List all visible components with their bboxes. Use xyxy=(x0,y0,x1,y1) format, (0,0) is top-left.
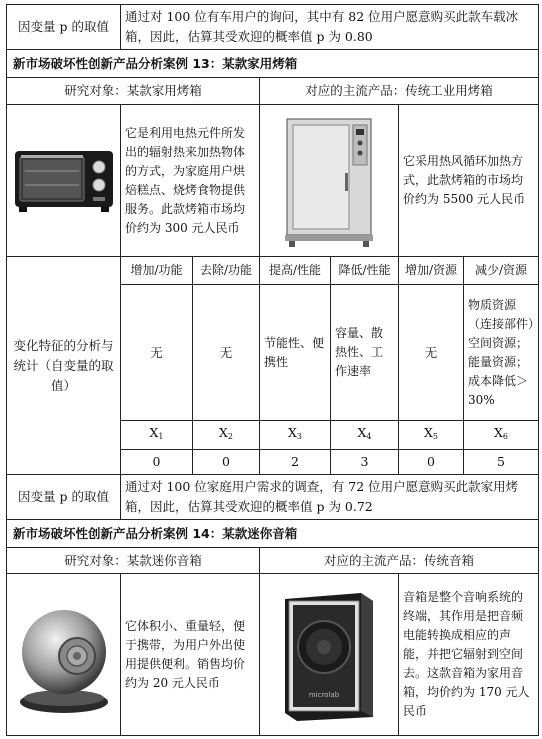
variable-subscript: 2 xyxy=(227,432,233,441)
variable-symbol: X xyxy=(149,425,159,440)
feature-header-1: 增加/功能 xyxy=(121,257,193,285)
feature-header-3: 提高/性能 xyxy=(260,257,331,285)
speaker-cabinet-icon xyxy=(269,585,389,725)
case-13-subject: 研究对象：某款家用烤箱 xyxy=(7,78,260,105)
variable-name-3 xyxy=(260,421,331,450)
feature-analysis-label-text: 变化特征的分析与统计（自变量的取值） xyxy=(13,337,114,393)
variable-subscript: 6 xyxy=(502,432,509,441)
speaker-cabinet-cell xyxy=(260,574,399,736)
case-13-mainstream: 对应的主流产品：传统工业用烤箱 xyxy=(260,78,539,105)
variable-subscript: 4 xyxy=(366,432,372,441)
variable-symbol: X xyxy=(219,425,228,440)
case-14-mainstream: 对应的主流产品：传统音箱 xyxy=(260,548,539,574)
case-14-subject-desc: 它体积小、重量轻，便于携带，为用户外出使用提供便利。销售均价约为 20 元人民币 xyxy=(121,574,260,736)
variable-score-3: 2 xyxy=(260,450,331,475)
variable-symbol: X xyxy=(424,425,433,440)
variable-subscript: 5 xyxy=(432,432,438,441)
analysis-table xyxy=(6,4,539,736)
variable-symbol: X xyxy=(357,425,367,440)
variable-subscript: 1 xyxy=(158,432,164,441)
dependent-variable-text-2: 通过对 100 位家庭用户需求的调查，有 72 位用户愿意购买此款家用烤箱，因此，估算其受欢迎的概率值 p 为 0.72 xyxy=(121,475,539,520)
case-14-subject: 研究对象：某款迷你音箱 xyxy=(7,548,260,574)
variable-score-6: 5 xyxy=(464,450,539,475)
variable-name-6 xyxy=(464,421,539,450)
variable-score-5: 0 xyxy=(399,450,464,475)
feature-value-5: 无 xyxy=(399,285,464,421)
feature-header-5: 增加/资源 xyxy=(399,257,464,285)
variable-score-2: 0 xyxy=(193,450,260,475)
industrial-oven-icon xyxy=(273,113,385,249)
variable-score-4: 3 xyxy=(331,450,399,475)
variable-symbol: X xyxy=(494,425,503,440)
industrial-oven-cell xyxy=(260,105,399,257)
case-13-subject-desc: 它是利用电热元件所发出的辐射热来加热物体的方式，为家庭用户烘焙糕点、烧烤食物提供服务。此款烤箱市场均价约为 300 元人民币 xyxy=(121,105,260,257)
variable-name-4 xyxy=(331,421,399,450)
variable-symbol: X xyxy=(288,425,297,440)
toaster-oven-icon xyxy=(11,141,117,221)
variable-subscript: 3 xyxy=(296,432,302,441)
variable-name-5 xyxy=(399,421,464,450)
toaster-oven-cell xyxy=(7,105,121,257)
case-13-title: 新市场破坏性创新产品分析案例 13：某款家用烤箱 xyxy=(7,50,539,78)
variable-name-1 xyxy=(121,421,193,450)
feature-value-2: 无 xyxy=(193,285,260,421)
speaker-brand-label: microlab xyxy=(308,690,340,699)
feature-analysis-label xyxy=(7,257,121,475)
dependent-variable-text: 通过对 100 位有车用户的询问，其中有 82 位用户愿意购买此款车载冰箱，因此，估算其受欢迎的概率值 p 为 0.80 xyxy=(121,5,539,50)
mini-speaker-icon xyxy=(11,590,117,720)
variable-score-1: 0 xyxy=(121,450,193,475)
feature-value-4: 容量、散热性、工作速率 xyxy=(331,285,399,421)
case-13-mainstream-desc: 它采用热风循环加热方式，此款烤箱的市场均价约为 5500 元人民币 xyxy=(399,105,539,257)
feature-value-1: 无 xyxy=(121,285,193,421)
mini-speaker-cell xyxy=(7,574,121,736)
case-14-mainstream-desc: 音箱是整个音响系统的终端，其作用是把音频电能转换成相应的声能，并把它辐射到空间去。这款音箱为家用音箱，均价约为 170 元人民币 xyxy=(399,574,539,736)
feature-header-4: 降低/性能 xyxy=(331,257,399,285)
feature-header-6: 减少/资源 xyxy=(464,257,539,285)
feature-value-6: 物质资源（连接部件）空间资源；能量资源；成本降低＞30% xyxy=(464,285,539,421)
dependent-variable-label-2: 因变量 p 的取值 xyxy=(7,475,121,520)
case-14-title: 新市场破坏性创新产品分析案例 14：某款迷你音箱 xyxy=(7,520,539,548)
variable-name-2 xyxy=(193,421,260,450)
feature-header-2: 去除/功能 xyxy=(193,257,260,285)
dependent-variable-label: 因变量 p 的取值 xyxy=(7,5,121,50)
feature-value-3: 节能性、便携性 xyxy=(260,285,331,421)
